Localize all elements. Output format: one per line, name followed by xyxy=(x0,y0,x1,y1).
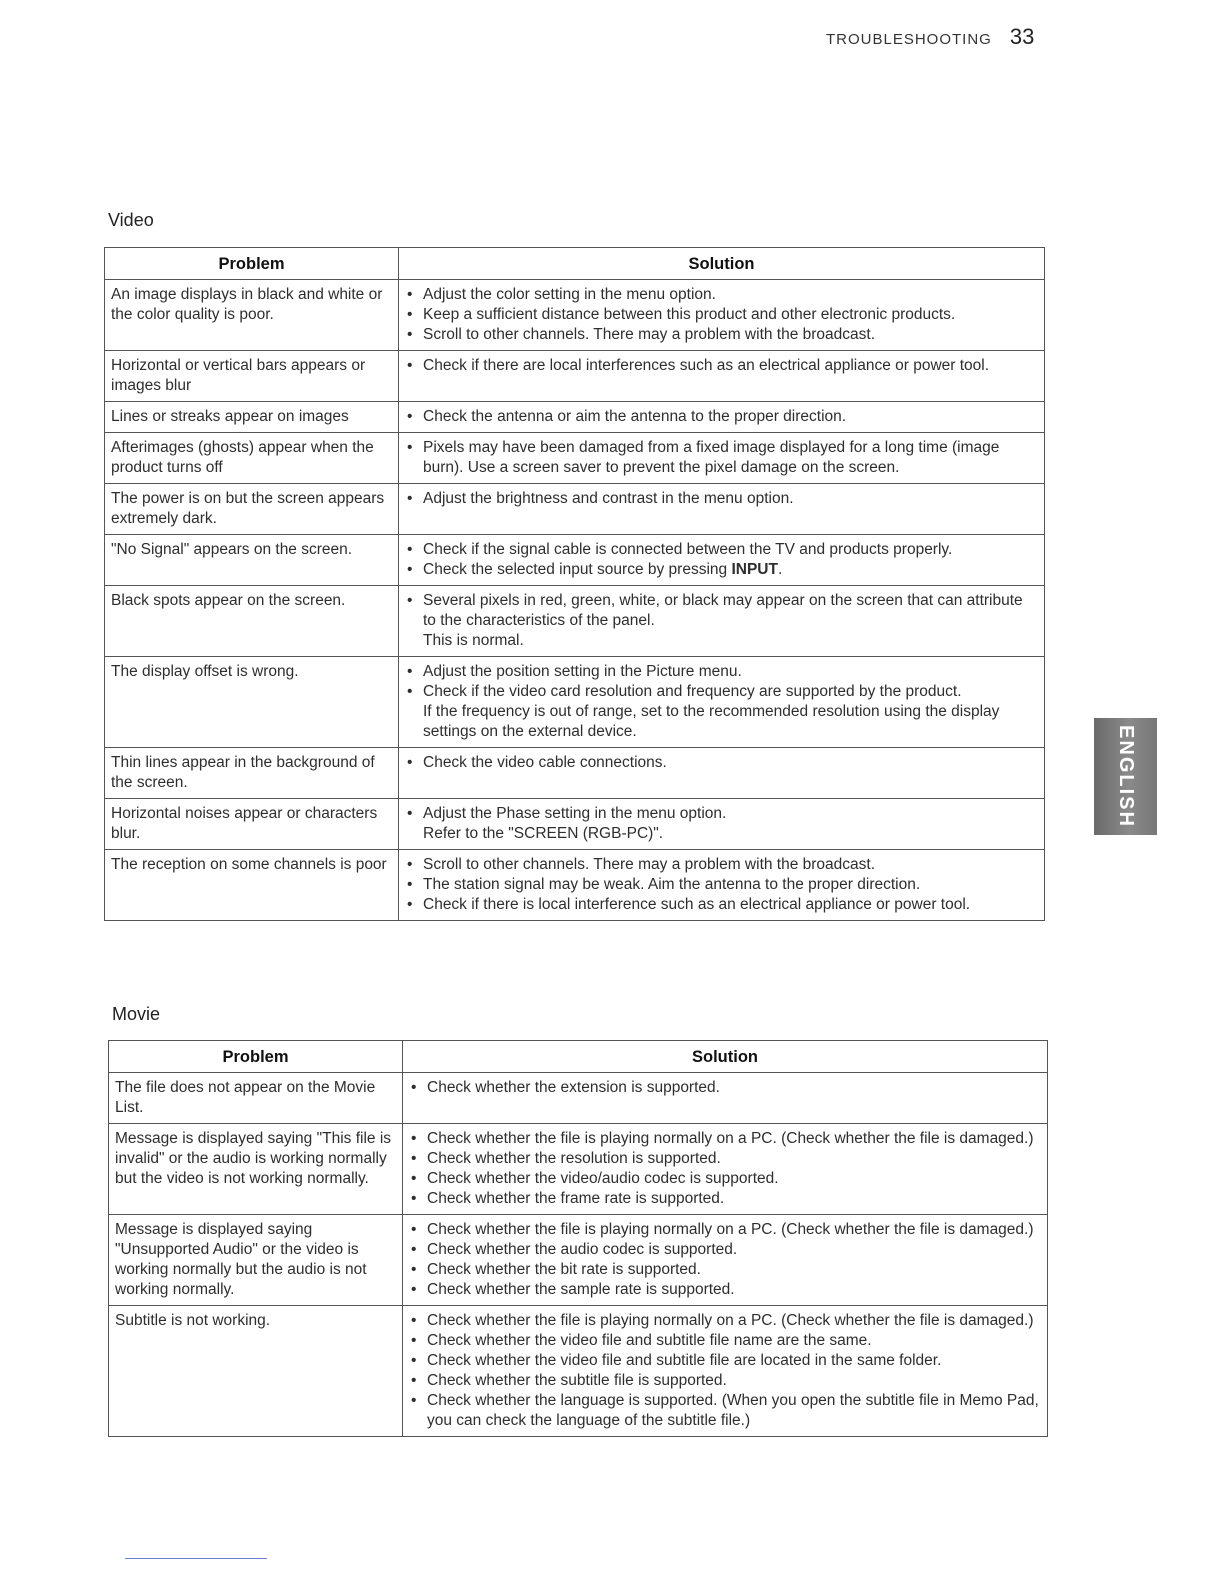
solution-item: • Check whether the video file and subtitle file are located in the same folder. xyxy=(409,1351,1041,1371)
solution-item: • Check the video cable connections. xyxy=(405,753,1038,773)
solution-item: • Check the antenna or aim the antenna to the proper direction. xyxy=(405,407,1038,427)
problem-cell: An image displays in black and white or the color quality is poor. xyxy=(105,280,399,351)
problem-cell: The display offset is wrong. xyxy=(105,657,399,748)
section-name: TROUBLESHOOTING xyxy=(826,31,992,48)
solution-text-end: . xyxy=(777,561,783,578)
solution-item: • Check whether the bit rate is supported. xyxy=(409,1260,1041,1280)
table-row xyxy=(109,1215,1048,1306)
solution-item: • Check if the signal cable is connected between the TV and products properly. xyxy=(405,540,1038,560)
problem-cell: Lines or streaks appear on images xyxy=(105,402,399,433)
table-row xyxy=(109,1124,1048,1215)
solution-item: • Keep a sufficient distance between this product and other electronic products. xyxy=(405,305,1038,325)
solution-item: • Check if the video card resolution and frequency are supported by the product. xyxy=(405,682,1038,702)
solution-note: This is normal. xyxy=(423,632,524,649)
table-row xyxy=(105,351,1045,402)
movie-section-title: Movie xyxy=(112,1004,161,1024)
solution-cell xyxy=(403,1073,1048,1124)
table-header-row xyxy=(105,248,1045,280)
page-number: 33 xyxy=(1009,24,1035,49)
solution-cell xyxy=(399,484,1045,535)
problem-cell: The file does not appear on the Movie List. xyxy=(109,1073,403,1124)
table-row xyxy=(105,402,1045,433)
solution-item: • Check if there are local interferences such as an electrical appliance or power tool. xyxy=(405,356,1038,376)
table-row xyxy=(105,586,1045,657)
table-row xyxy=(105,433,1045,484)
solution-item xyxy=(405,560,1038,580)
solution-item: • Check whether the language is supported. (When you open the subtitle file in Memo Pad, you can check the language of the subtitle file.) xyxy=(409,1391,1041,1431)
solution-item: • Check whether the file is playing normally on a PC. (Check whether the file is damaged.) xyxy=(409,1129,1041,1149)
problem-cell: The reception on some channels is poor xyxy=(105,850,399,921)
solution-item: • Several pixels in red, green, white, or black may appear on the screen that can attribute to the characteristics of the panel. xyxy=(405,591,1038,631)
solution-cell xyxy=(399,351,1045,402)
table-row xyxy=(105,850,1045,921)
solution-item: • Check whether the resolution is supported. xyxy=(409,1149,1041,1169)
table-row xyxy=(109,1073,1048,1124)
table-row xyxy=(105,280,1045,351)
problem-column-header: Problem xyxy=(109,1041,403,1073)
language-tab-label: ENGLISH xyxy=(1115,725,1137,828)
problem-cell: The power is on but the screen appears extremely dark. xyxy=(105,484,399,535)
input-key-label: INPUT xyxy=(731,561,778,578)
solution-text: Check the selected input source by pressing xyxy=(423,561,732,578)
problem-cell: Message is displayed saying "Unsupported Audio" or the video is working normally but the audio is not working normally. xyxy=(109,1215,403,1306)
solution-cell xyxy=(399,433,1045,484)
solution-item: • Adjust the color setting in the menu option. xyxy=(405,285,1038,305)
problem-column-header: Problem xyxy=(105,248,399,280)
video-troubleshooting-table xyxy=(104,247,1045,921)
solution-cell xyxy=(403,1215,1048,1306)
solution-item: • Adjust the Phase setting in the menu option. xyxy=(405,804,1038,824)
solution-item: • Check whether the sample rate is supported. xyxy=(409,1280,1041,1300)
solution-column-header: Solution xyxy=(403,1041,1048,1073)
solution-item: • Check whether the subtitle file is supported. xyxy=(409,1371,1041,1391)
solution-item: • Pixels may have been damaged from a fixed image displayed for a long time (image burn). Use a screen saver to prevent the pixel damage on the screen. xyxy=(405,438,1038,478)
table-row xyxy=(105,799,1045,850)
solution-cell xyxy=(399,850,1045,921)
solution-cell xyxy=(399,586,1045,657)
solution-cell xyxy=(399,657,1045,748)
solution-item: • Check if there is local interference such as an electrical appliance or power tool. xyxy=(405,895,1038,915)
solution-column-header: Solution xyxy=(399,248,1045,280)
solution-item: • Check whether the extension is supported. xyxy=(409,1078,1041,1098)
table-header-row xyxy=(109,1041,1048,1073)
video-section-title: Video xyxy=(108,210,154,230)
solution-item: • Adjust the brightness and contrast in the menu option. xyxy=(405,489,1038,509)
solution-item: • Adjust the position setting in the Picture menu. xyxy=(405,662,1038,682)
problem-cell: Horizontal or vertical bars appears or images blur xyxy=(105,351,399,402)
movie-troubleshooting-table xyxy=(108,1040,1048,1437)
table-row xyxy=(105,748,1045,799)
solution-cell xyxy=(403,1306,1048,1437)
solution-cell xyxy=(399,799,1045,850)
solution-item: • Scroll to other channels. There may a problem with the broadcast. xyxy=(405,325,1038,345)
solution-cell xyxy=(399,280,1045,351)
table-row xyxy=(105,484,1045,535)
solution-item: • Check whether the frame rate is supported. xyxy=(409,1189,1041,1209)
problem-cell: Afterimages (ghosts) appear when the product turns off xyxy=(105,433,399,484)
problem-cell: Horizontal noises appear or characters blur. xyxy=(105,799,399,850)
solution-note: Refer to the "SCREEN (RGB-PC)". xyxy=(423,825,664,842)
problem-cell: Subtitle is not working. xyxy=(109,1306,403,1437)
problem-cell: Message is displayed saying "This file is invalid" or the audio is working normally but the video is not working normally. xyxy=(109,1124,403,1215)
table-row xyxy=(105,657,1045,748)
solution-item: • Check whether the video/audio codec is supported. xyxy=(409,1169,1041,1189)
solution-item: • The station signal may be weak. Aim the antenna to the proper direction. xyxy=(405,875,1038,895)
solution-cell xyxy=(403,1124,1048,1215)
page-header xyxy=(826,24,1034,50)
language-side-tab xyxy=(1094,718,1157,835)
solution-cell xyxy=(399,535,1045,586)
solution-note: If the frequency is out of range, set to the recommended resolution using the display settings on the external device. xyxy=(423,703,1000,740)
solution-cell xyxy=(399,402,1045,433)
footer-divider xyxy=(125,1558,267,1559)
solution-item: • Check whether the audio codec is supported. xyxy=(409,1240,1041,1260)
solution-item: • Check whether the video file and subtitle file name are the same. xyxy=(409,1331,1041,1351)
solution-item: • Check whether the file is playing normally on a PC. (Check whether the file is damaged.) xyxy=(409,1311,1041,1331)
solution-cell xyxy=(399,748,1045,799)
table-row xyxy=(109,1306,1048,1437)
solution-item: • Check whether the file is playing normally on a PC. (Check whether the file is damaged.) xyxy=(409,1220,1041,1240)
problem-cell: Thin lines appear in the background of the screen. xyxy=(105,748,399,799)
solution-item: • Scroll to other channels. There may a problem with the broadcast. xyxy=(405,855,1038,875)
table-row xyxy=(105,535,1045,586)
problem-cell: "No Signal" appears on the screen. xyxy=(105,535,399,586)
problem-cell: Black spots appear on the screen. xyxy=(105,586,399,657)
